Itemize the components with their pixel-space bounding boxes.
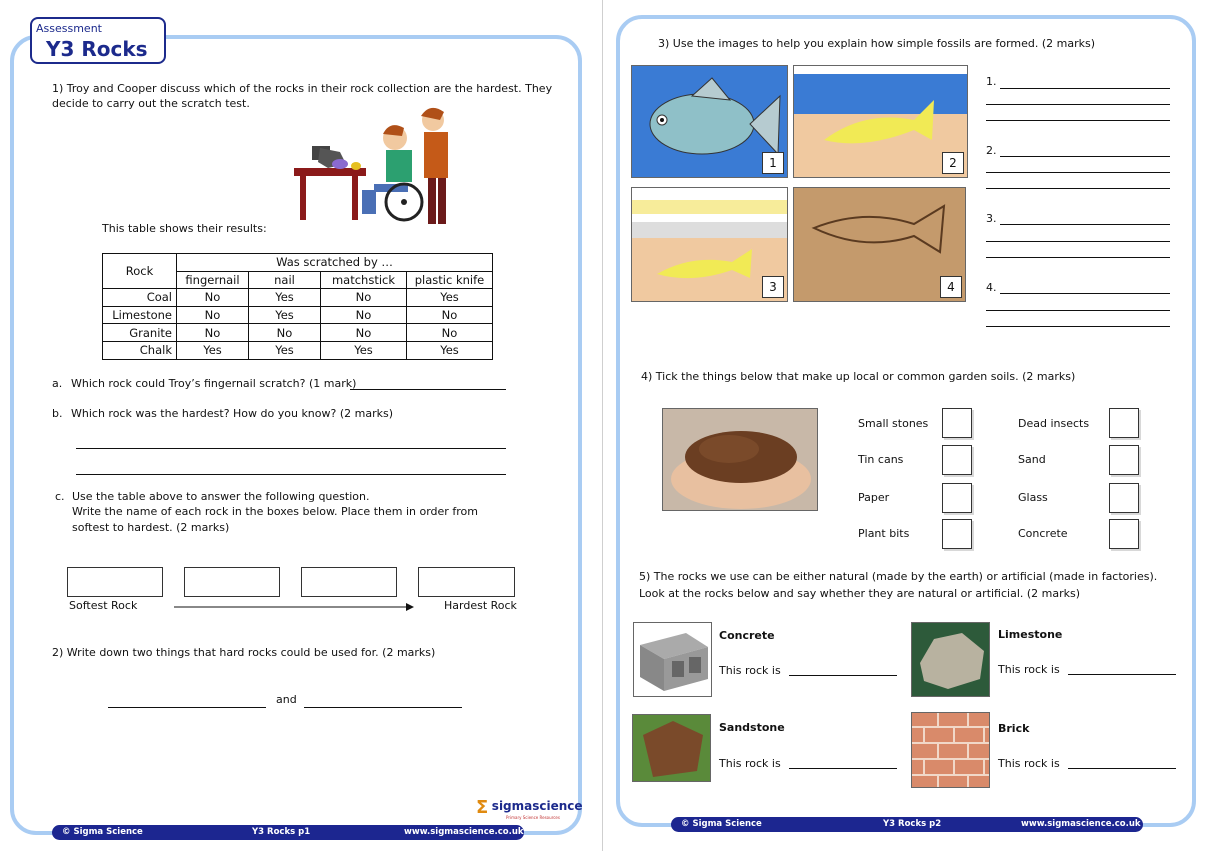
table-row xyxy=(103,341,493,359)
this-rock-is-label: This rock is xyxy=(998,663,1060,676)
soil-hands-icon xyxy=(663,409,818,511)
answer-line[interactable] xyxy=(1000,293,1170,294)
fossil-image-4 xyxy=(793,187,966,302)
soil-item-label: Plant bits xyxy=(858,527,910,540)
answer-line-2b[interactable] xyxy=(304,707,462,708)
fossil-image-3 xyxy=(631,187,788,302)
table-cell: No xyxy=(321,324,407,342)
qc-label: c. xyxy=(55,490,65,503)
title-box xyxy=(30,17,166,64)
answer-line-concrete[interactable] xyxy=(789,675,897,676)
table-row xyxy=(103,324,493,342)
footer-url[interactable]: www.sigmascience.co.uk xyxy=(1021,819,1141,829)
sandstone-photo xyxy=(632,714,711,782)
order-box-2[interactable] xyxy=(184,567,280,597)
answer-line[interactable] xyxy=(986,104,1170,105)
logo-text: sigmascience xyxy=(491,799,583,813)
footer-copyright: © Sigma Science xyxy=(62,827,143,837)
table-cell: No xyxy=(321,289,407,307)
table-cell: No xyxy=(407,324,493,342)
answer-line[interactable] xyxy=(986,172,1170,173)
tick-box-small-stones[interactable] xyxy=(942,408,972,438)
answer-line-sandstone[interactable] xyxy=(789,768,897,769)
tick-box-glass[interactable] xyxy=(1109,483,1139,513)
tick-box-dead-insects[interactable] xyxy=(1109,408,1139,438)
q1-intro-2: decide to carry out the scratch test. xyxy=(52,97,250,110)
soil-item-label: Dead insects xyxy=(1018,417,1090,430)
tick-box-paper[interactable] xyxy=(942,483,972,513)
answer-line-b1[interactable] xyxy=(76,448,506,449)
col-header: fingernail xyxy=(177,271,249,289)
results-table xyxy=(102,253,493,360)
footer-p1 xyxy=(52,825,524,840)
softest-label: Softest Rock xyxy=(69,599,138,612)
scratched-by-header: Was scratched by … xyxy=(177,254,493,272)
answer-line[interactable] xyxy=(986,188,1170,189)
brick-photo xyxy=(911,712,990,788)
table-cell: Yes xyxy=(407,341,493,359)
fossil-image-1 xyxy=(631,65,788,178)
question-a: Which rock could Troy’s fingernail scratch? (1 mark) xyxy=(71,377,357,390)
tick-box-plant-bits[interactable] xyxy=(942,519,972,549)
table-cell: Yes xyxy=(249,289,321,307)
step-label-4: 4. xyxy=(986,281,997,294)
question-5-a: 5) The rocks we use can be either natural (made by the earth) or artificial (made in factories). xyxy=(639,570,1158,583)
footer-page: Y3 Rocks p1 xyxy=(252,827,311,837)
answer-line[interactable] xyxy=(1000,88,1170,89)
rock-name: Limestone xyxy=(103,306,177,324)
hardest-label: Hardest Rock xyxy=(444,599,517,612)
soil-item-label: Tin cans xyxy=(858,453,904,466)
limestone-photo xyxy=(911,622,990,697)
step-label-3: 3. xyxy=(986,212,997,225)
rock-name: Granite xyxy=(103,324,177,342)
rock-name-concrete: Concrete xyxy=(719,629,775,642)
rock-name: Coal xyxy=(103,289,177,307)
rock-name: Chalk xyxy=(103,341,177,359)
rock-name-brick: Brick xyxy=(998,722,1030,735)
question-4: 4) Tick the things below that make up local or common garden soils. (2 marks) xyxy=(641,370,1076,383)
and-label: and xyxy=(276,693,297,706)
soil-item-label: Concrete xyxy=(1018,527,1068,540)
step-label-1: 1. xyxy=(986,75,997,88)
question-b: Which rock was the hardest? How do you know? (2 marks) xyxy=(71,407,394,420)
limestone-icon xyxy=(912,623,990,697)
table-cell: Yes xyxy=(249,306,321,324)
question-2: 2) Write down two things that hard rocks could be used for. (2 marks) xyxy=(52,646,436,659)
question-3: 3) Use the images to help you explain how simple fossils are formed. (2 marks) xyxy=(658,37,1096,50)
table-cell: No xyxy=(249,324,321,342)
col-header: nail xyxy=(249,271,321,289)
answer-line[interactable] xyxy=(1000,224,1170,225)
qa-label: a. xyxy=(52,377,63,390)
footer-p2 xyxy=(671,817,1143,832)
answer-line[interactable] xyxy=(986,241,1170,242)
table-cell: Yes xyxy=(249,341,321,359)
table-cell: No xyxy=(321,306,407,324)
arrow-right-icon xyxy=(174,602,414,612)
table-cell: No xyxy=(177,324,249,342)
table-row xyxy=(103,289,493,307)
table-cell: No xyxy=(177,306,249,324)
image-number: 3 xyxy=(762,276,784,298)
soil-photo xyxy=(662,408,818,511)
tick-box-concrete[interactable] xyxy=(1109,519,1139,549)
order-box-1[interactable] xyxy=(67,567,163,597)
table-cell: Yes xyxy=(177,341,249,359)
page-title: Y3 Rocks xyxy=(46,37,148,61)
sigma-icon: Σ xyxy=(476,797,489,818)
rock-header: Rock xyxy=(103,254,177,289)
answer-line-limestone[interactable] xyxy=(1068,674,1176,675)
answer-line[interactable] xyxy=(986,310,1170,311)
image-number: 1 xyxy=(762,152,784,174)
question-5-b: Look at the rocks below and say whether they are natural or artificial. (2 marks) xyxy=(639,587,1081,600)
this-rock-is-label: This rock is xyxy=(998,757,1060,770)
answer-line[interactable] xyxy=(1000,156,1170,157)
concrete-photo xyxy=(633,622,712,697)
table-cell: No xyxy=(407,306,493,324)
col-header: plastic knife xyxy=(407,271,493,289)
question-c-1: Use the table above to answer the following question. xyxy=(72,490,370,503)
this-rock-is-label: This rock is xyxy=(719,664,781,677)
assessment-label: Assessment xyxy=(36,22,102,35)
concrete-block-icon xyxy=(634,623,712,697)
footer-url[interactable]: www.sigmascience.co.uk xyxy=(404,827,524,837)
image-number: 2 xyxy=(942,152,964,174)
soil-item-label: Sand xyxy=(1018,453,1046,466)
table-cell: No xyxy=(177,289,249,307)
answer-line[interactable] xyxy=(986,326,1170,327)
fish-skeleton-icon xyxy=(814,90,944,160)
brick-wall-icon xyxy=(912,713,990,788)
footer-copyright: © Sigma Science xyxy=(681,819,762,829)
qb-label: b. xyxy=(52,407,63,420)
answer-line-b2[interactable] xyxy=(76,474,506,475)
logo-subtitle: Primary Science Resources xyxy=(506,815,560,820)
table-caption: This table shows their results: xyxy=(102,222,267,235)
question-c-2: Write the name of each rock in the boxes below. Place them in order from xyxy=(72,505,478,518)
rock-name-sandstone: Sandstone xyxy=(719,721,785,734)
table-cell: Yes xyxy=(321,341,407,359)
order-box-4[interactable] xyxy=(418,567,515,597)
question-c-3: softest to hardest. (2 marks) xyxy=(72,521,230,534)
sandstone-icon xyxy=(633,715,711,782)
answer-line[interactable] xyxy=(986,120,1170,121)
this-rock-is-label: This rock is xyxy=(719,757,781,770)
answer-line[interactable] xyxy=(986,257,1170,258)
image-number: 4 xyxy=(940,276,962,298)
rock-name-limestone: Limestone xyxy=(998,628,1063,641)
soil-item-label: Glass xyxy=(1018,491,1048,504)
footer-page: Y3 Rocks p2 xyxy=(883,819,942,829)
fish-skeleton-icon xyxy=(652,244,762,284)
tick-box-sand[interactable] xyxy=(1109,445,1139,475)
order-box-3[interactable] xyxy=(301,567,397,597)
soil-item-label: Small stones xyxy=(858,417,929,430)
tick-box-tin-cans[interactable] xyxy=(942,445,972,475)
page-divider xyxy=(602,0,603,851)
table-cell: Yes xyxy=(407,289,493,307)
fossil-image-2 xyxy=(793,65,968,178)
scratch-test-illustration xyxy=(290,100,470,230)
col-header: matchstick xyxy=(321,271,407,289)
answer-line-brick[interactable] xyxy=(1068,768,1176,769)
answer-line-2a[interactable] xyxy=(108,707,266,708)
sigma-logo xyxy=(476,797,583,818)
soil-item-label: Paper xyxy=(858,491,890,504)
q1-intro: 1) Troy and Cooper discuss which of the rocks in their rock collection are the hardest. They xyxy=(52,82,553,95)
step-label-2: 2. xyxy=(986,144,997,157)
table-row xyxy=(103,306,493,324)
answer-line-a[interactable] xyxy=(350,389,506,390)
